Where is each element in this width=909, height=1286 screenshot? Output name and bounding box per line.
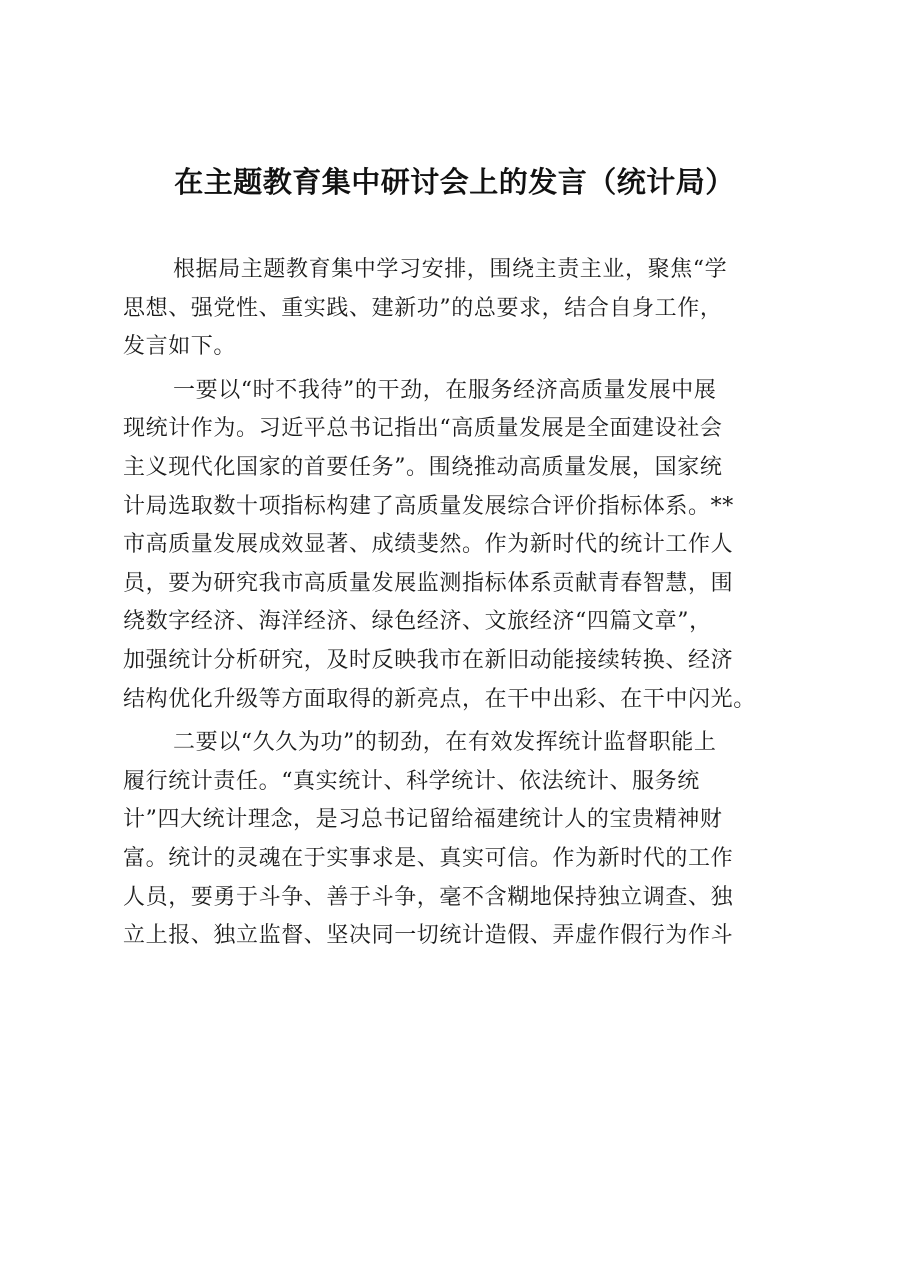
paragraph-line: 根据局主题教育集中学习安排，围绕主责主业，聚焦“学 [173, 257, 728, 282]
paragraph-line: 计局选取数十项指标构建了高质量发展综合评价指标体系。** [123, 493, 734, 519]
paragraph-line: 富。统计的灵魂在于实事求是、真实可信。作为新时代的工作 [123, 845, 734, 871]
paragraph-line: 人员，要勇于斗争、善于斗争，毫不含糊地保持独立调查、独 [123, 884, 734, 910]
paragraph-line: 思想、强党性、重实践、建新功”的总要求，结合自身工作， [123, 295, 723, 321]
paragraph-line: 加强统计分析研究，及时反映我市在新旧动能接续转换、经济 [123, 647, 734, 673]
paragraph-line: 绕数字经济、海洋经济、绿色经济、文旅经济“四篇文章”， [123, 609, 712, 635]
paragraph-line: 主义现代化国家的首要任务”。围绕推动高质量发展，国家统 [123, 454, 723, 480]
document-title: 在主题教育集中研讨会上的发言（统计局） [174, 165, 735, 199]
paragraph-line: 计”四大统计理念，是习总书记留给福建统计人的宝贵精神财 [123, 807, 723, 833]
paragraph-line: 员，要为研究我市高质量发展监测指标体系贡献青春智慧，围 [123, 570, 734, 596]
paragraph-line: 立上报、独立监督、坚决同一切统计造假、弄虚作假行为作斗 [123, 923, 734, 949]
paragraph-line: 发言如下。 [123, 334, 237, 360]
paragraph-line: 现统计作为。习近平总书记指出“高质量发展是全面建设社会 [123, 416, 723, 442]
paragraph-line: 履行统计责任。“真实统计、科学统计、依法统计、服务统 [123, 768, 700, 794]
paragraph-line: 一要以“时不我待”的干劲，在服务经济高质量发展中展 [173, 377, 717, 403]
document-body [123, 251, 789, 956]
paragraph-line: 市高质量发展成效显著、成绩斐然。作为新时代的统计工作人 [123, 532, 734, 558]
paragraph-line: 结构优化升级等方面取得的新亮点，在干中出彩、在干中闪光。 [123, 686, 756, 712]
paragraph-line: 二要以“久久为功”的韧劲，在有效发挥统计监督职能上 [173, 730, 717, 756]
